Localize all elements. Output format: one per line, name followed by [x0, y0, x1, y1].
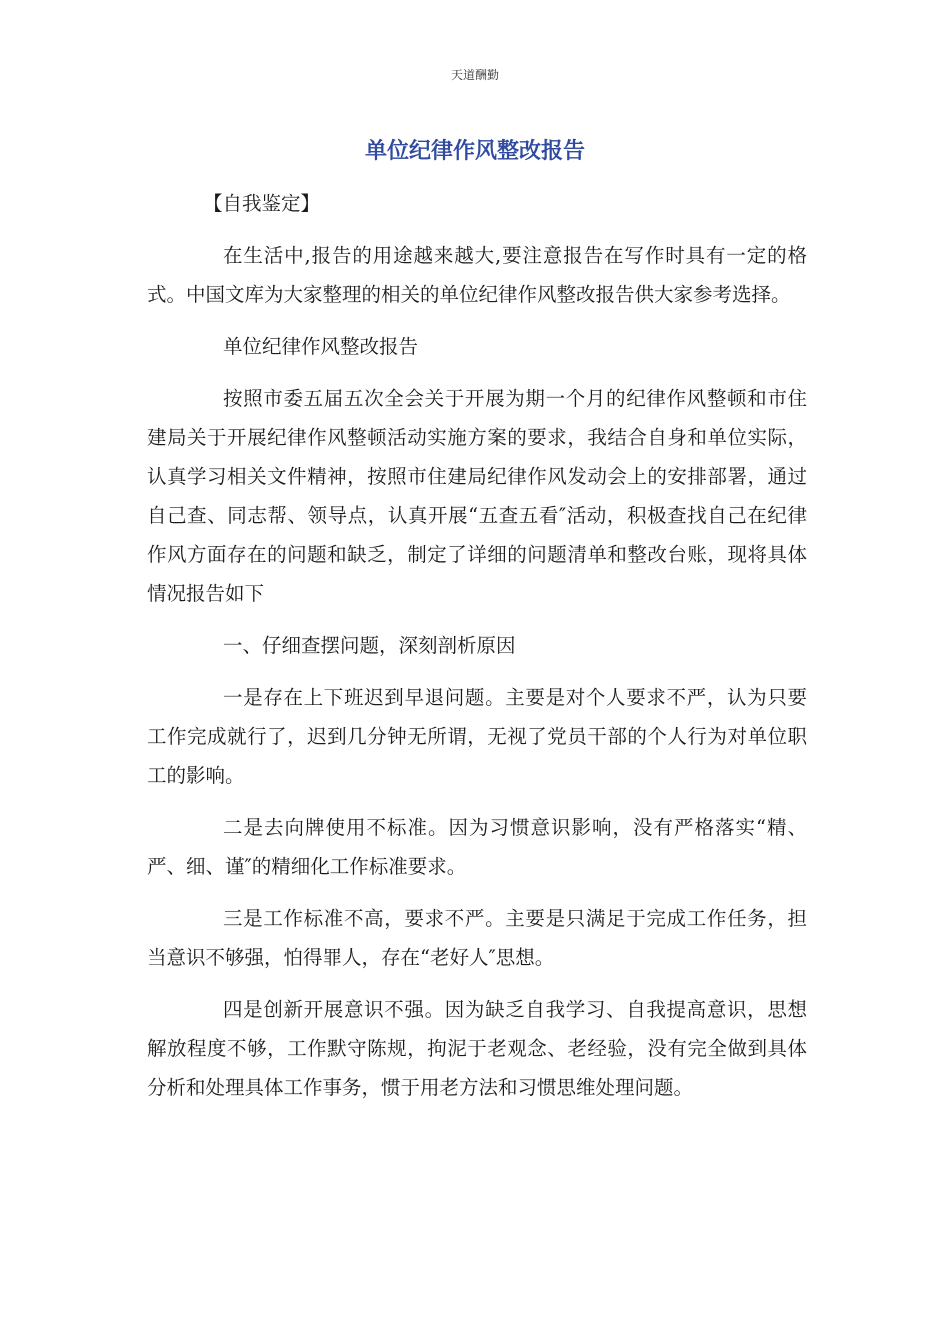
intro-paragraph: 在生活中,报告的用途越来越大,要注意报告在写作时具有一定的格式。中国文库为大家整理的相关的单位纪律作风整改报告供大家参考选择。 [147, 244, 807, 306]
report-subtitle: 单位纪律作风整改报告 [223, 335, 419, 358]
page-header-note: 天道酬勤 [450, 68, 499, 82]
document-title: 单位纪律作风整改报告 [364, 139, 585, 164]
background-paragraph: 按照市委五届五次全会关于开展为期一个月的纪律作风整顿和市住建局关于开展纪律作风整顿活动实施方案的要求，我结合自身和单位实际，认真学习相关文件精神，按照市住建局纪律作风发动会上的安排部署，通过自己查、同志帮、领导点，认真开展“五查五看″活动，积极查找自己在纪律作风方面存在的问题和缺乏，制定了详细的问题清单和整改台账，现将具体情况报告如下 [147, 387, 807, 605]
section-label-self-assessment: 【自我鉴定】 [203, 192, 321, 215]
document-body [147, 184, 807, 1120]
issue-paragraph-3: 三是工作标准不高，要求不严。主要是只满足于完成工作任务，担当意识不够强，怕得罪人，存在“老好人″思想。 [147, 907, 807, 969]
issue-paragraph-4: 四是创新开展意识不强。因为缺乏自我学习、自我提高意识，思想解放程度不够，工作默守陈规，拘泥于老观念、老经验，没有完全做到具体分析和处理具体工作事务，惯于用老方法和习惯思维处理问题。 [147, 998, 807, 1099]
section-heading-one: 一、仔细查摆问题，深刻剖析原因 [223, 634, 516, 657]
issue-paragraph-1: 一是存在上下班迟到早退问题。主要是对个人要求不严，认为只要工作完成就行了，迟到几分钟无所谓，无视了党员干部的个人行为对单位职工的影响。 [147, 686, 807, 787]
issue-paragraph-2: 二是去向牌使用不标准。因为习惯意识影响，没有严格落实“精、严、细、谨″的精细化工作标准要求。 [147, 816, 807, 878]
